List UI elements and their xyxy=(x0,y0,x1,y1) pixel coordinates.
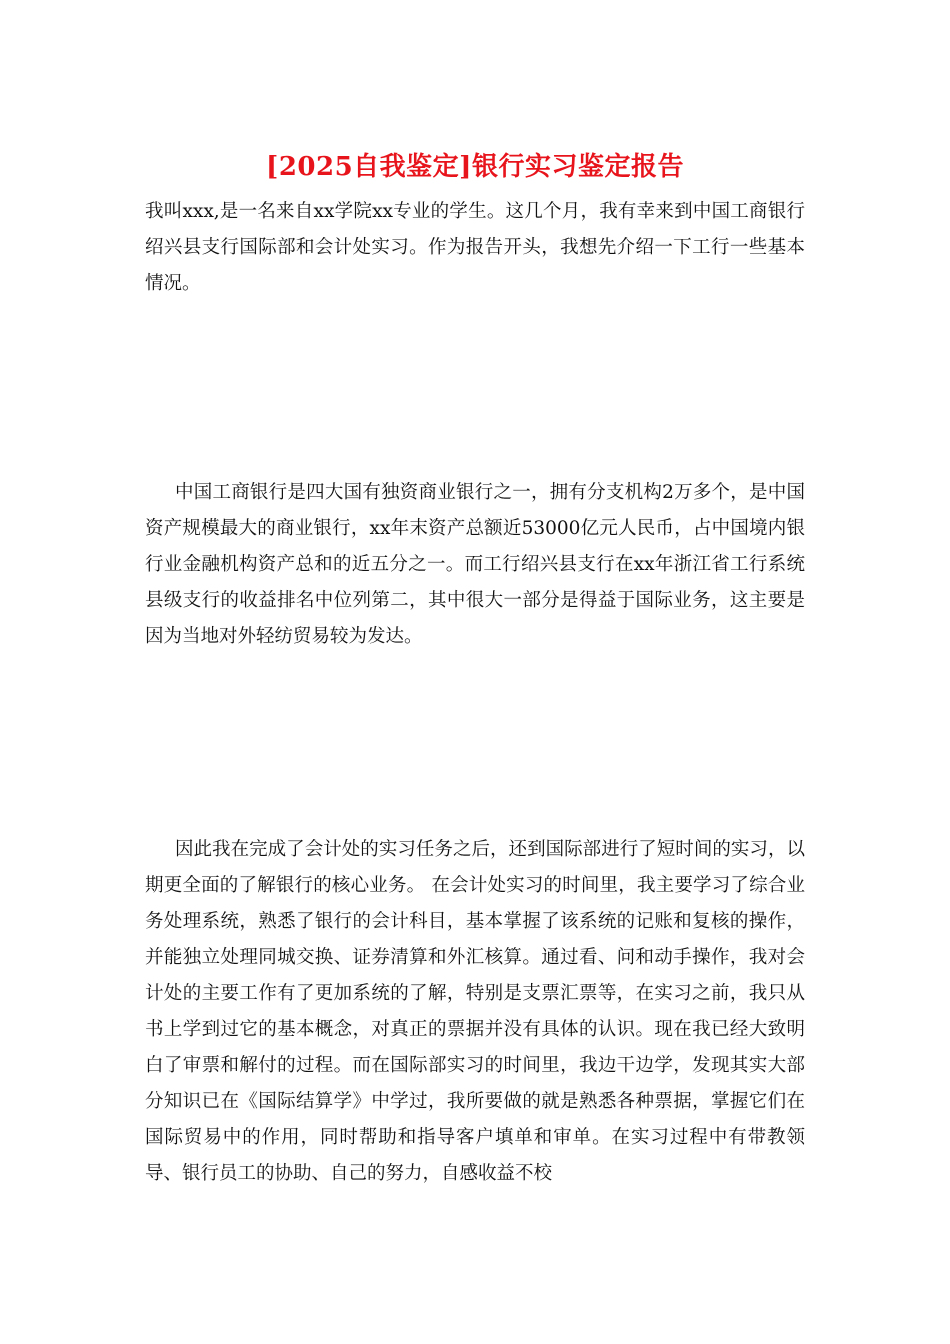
paragraph-icbc-overview: 中国工商银行是四大国有独资商业银行之一，拥有分支机构2万多个，是中国资产规模最大的商业银行，xx年末资产总额近53000亿元人民币，占中国境内银行业金融机构资产总和的近五分之一。而工行绍兴县支行在xx年浙江省工行系统县级支行的收益排名中位列第二，其中很大一部分是得益于国际业务，这主要是因为当地对外轻纺贸易较为发达。 xyxy=(145,482,805,647)
paragraph-intro: 我叫xxx,是一名来自xx学院xx专业的学生。这几个月，我有幸来到中国工商银行绍兴县支行国际部和会计处实习。作为报告开头，我想先介绍一下工行一些基本情况。 xyxy=(145,201,805,294)
paragraph-internship-experience: 因此我在完成了会计处的实习任务之后，还到国际部进行了短时间的实习，以期更全面的了解银行的核心业务。 在会计处实习的时间里，我主要学习了综合业务处理系统，熟悉了银行的会计科目，基本掌握了该系统的记账和复核的操作，并能独立处理同城交换、证券清算和外汇核算。通过看、问和动手操作，我对会计处的主要工作有了更加系统的了解，特别是支票汇票等，在实习之前，我只从书上学到过它的基本概念，对真正的票据并没有具体的认识。现在我已经大致明白了审票和解付的过程。而在国际部实习的时间里，我边干边学，发现其实大部分知识已在《国际结算学》中学过，我所要做的就是熟悉各种票据，掌握它们在国际贸易中的作用，同时帮助和指导客户填单和审单。在实习过程中有带教领导、银行员工的协助、自己的努力，自感收益不校 xyxy=(145,839,805,1184)
document-title: [2025自我鉴定]银行实习鉴定报告 xyxy=(266,152,684,182)
